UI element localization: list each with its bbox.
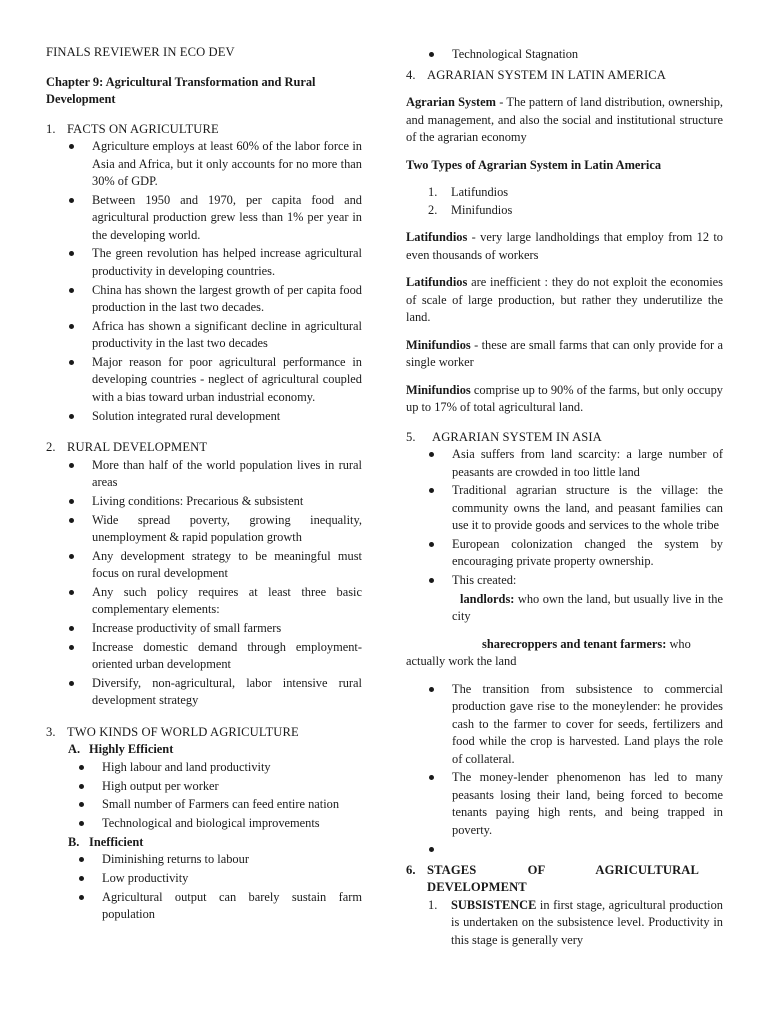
subsection-title: Inefficient [89,834,144,849]
section-number: 2. [46,440,56,455]
term: landlords: [460,591,515,606]
term: Minifundios [406,337,471,352]
item-label: Minifundios [451,202,513,217]
types-heading: Two Types of Agrarian System in Latin America [406,157,662,172]
chapter-heading: Chapter 9: Agricultural Transformation and Rural Development [46,74,316,106]
sharecroppers-entry [406,636,723,671]
text: who actually work the land [406,636,691,669]
subsection-b-heading [46,834,362,852]
section-3-heading [46,724,362,742]
term: Minifundios [406,382,471,397]
list-item: Any such policy requires at least three basic complementary elements: [92,584,362,619]
stage-text [451,897,723,950]
list-item: Agriculture employs at least 60% of the labor force in Asia and Africa, but it only accounts for no more than 30% of GDP. [92,138,362,191]
list-item [406,897,723,950]
list-item [452,841,723,858]
text: - these are small farms that can only provide for a single worker [406,337,723,369]
text: comprise up to 90% of the farms, but only occupy up to 17% of total agricultural land. [406,382,723,414]
minifundios-definition [406,337,723,372]
section-5-heading [406,429,723,447]
list-item: Between 1950 and 1970, per capita food and agricultural production grew less than 1% per year in the developing world. [92,192,362,245]
latifundios-inefficiency [406,274,723,327]
list-item: High labour and land productivity [102,759,362,777]
types-list [406,184,723,219]
item-number: 1. [428,185,438,199]
minifundios-share [406,382,723,417]
list-item: More than half of the world population lives in rural areas [92,457,362,492]
subsection-a-bullets [46,759,362,833]
list-item: Wide spread poverty, growing inequality, unemployment & rapid population growth [92,512,362,547]
list-item: Any development strategy to be meaningful must focus on rural development [92,548,362,583]
section-2-heading [46,439,362,457]
section-number: 1. [46,121,56,136]
list-item: Low productivity [102,870,362,888]
subsection-letter: B. [68,834,80,849]
item-number: 2. [428,202,438,217]
section-number: 5. [406,429,416,444]
subsection-title: Highly Efficient [89,742,174,757]
document-title: FINALS REVIEWER IN ECO DEV [46,45,235,59]
list-item: Technological Stagnation [452,46,723,64]
section-4-heading [406,67,723,85]
list-item: This created: [452,572,723,590]
item-label: Latifundios [451,185,509,199]
list-item: Increase domestic demand through employment-oriented urban development [92,639,362,674]
list-item: Asia suffers from land scarcity: a large number of peasants are crowded in too little land [452,446,723,481]
section-title: AGRARIAN SYSTEM IN LATIN AMERICA [427,67,666,82]
landlords-entry [406,591,723,626]
text: who own the land, but usually live in the city [452,591,723,624]
definition-text: - The pattern of land distribution, ownership, and management, and also the social and institutional structure of the agrarian economy [406,95,723,144]
subsection-b-bullets [46,851,362,923]
section-title: RURAL DEVELOPMENT [67,440,208,455]
list-item: The green revolution has helped increase agricultural productivity in developing countries. [92,245,362,280]
list-item: European colonization changed the system by encouraging private property ownership. [452,536,723,571]
agrarian-system-definition [406,94,723,147]
stages-list [406,897,723,950]
section-number: 6. [406,862,416,877]
term: SUBSISTENCE [451,897,537,912]
section-title: AGRARIAN SYSTEM IN ASIA [432,429,602,444]
left-column [46,44,362,925]
list-item: Diversify, non-agricultural, labor intensive rural development strategy [92,675,362,710]
list-item: Agricultural output can barely sustain farm population [102,889,362,924]
list-item: High output per worker [102,778,362,796]
list-item: Small number of Farmers can feed entire nation [102,796,362,814]
text: are inefficient : they do not exploit the economies of scale of large production, but rather they underutilize the land. [406,275,723,324]
section-2-bullets [46,457,362,710]
list-item: Traditional agrarian structure is the village: the community owns the land, and peasant families can use it to provide goods and services to the whole tribe [452,482,723,535]
text: - very large landholdings that employ from 12 to even thousands of workers [406,230,723,262]
section-number: 4. [406,67,416,82]
list-item: Africa has shown a significant decline in agricultural productivity in the last two decades [92,318,362,353]
section-title: FACTS ON AGRICULTURE [67,121,219,136]
list-item: The transition from subsistence to commercial production gave rise to the moneylender: he provides cash to the farmer to cover for seeds, fertilizers and food while the crop is harvested. Land plays the role of collateral. [452,681,723,769]
term: sharecroppers and tenant farmers: [482,636,667,651]
section-1-bullets [46,138,362,425]
list-item [406,202,723,220]
subsection-a-heading [46,741,362,759]
section-6-heading [406,862,723,897]
section-title: TWO KINDS OF WORLD AGRICULTURE [67,724,299,739]
term: Latifundios [406,230,468,244]
subsection-b-continued [406,46,723,64]
section-5-bullets [406,446,723,590]
list-item: The money-lender phenomenon has led to many peasants losing their land, being forced to become tenants paying high rents, and being trapped in poverty. [452,769,723,839]
text: in first stage, agricultural production is undertaken on the subsistence level. Productivity in this stage is generally very [451,897,723,947]
list-item [406,184,723,202]
section-5-bullets-continued [406,681,723,858]
list-item: Increase productivity of small farmers [92,620,362,638]
right-column [406,46,723,949]
section-1-heading [46,121,362,139]
subsection-letter: A. [68,742,81,757]
list-item: Technological and biological improvements [102,815,362,833]
list-item: Solution integrated rural development [92,408,362,426]
section-number: 3. [46,724,56,739]
definition-term: Agrarian System [406,95,496,109]
latifundios-definition [406,229,723,264]
list-item: Living conditions: Precarious & subsistent [92,493,362,511]
section-title: STAGES OF AGRICULTURAL DEVELOPMENT [427,862,699,895]
item-number: 1. [428,897,438,912]
term: Latifundios [406,275,468,289]
list-item: Major reason for poor agricultural performance in developing countries - neglect of agricultural coupled with a bias toward urban industrial economy. [92,354,362,407]
list-item: China has shown the largest growth of per capita food production in the last two decades. [92,282,362,317]
list-item: Diminishing returns to labour [102,851,362,869]
